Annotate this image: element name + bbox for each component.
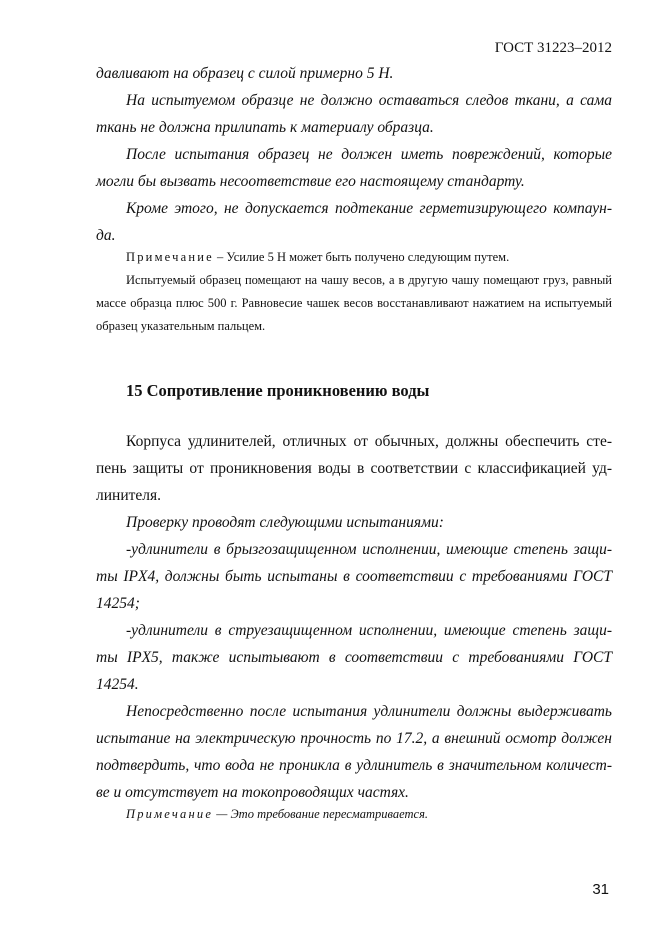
note-line [96,246,612,269]
page-number: 31 [592,881,609,898]
note-text: Усилие 5 Н может быть получено следующим путем. [226,250,510,264]
paragraph-no-damage: После испытания образец не должен иметь повреждений, которые могли бы вызвать несоответствие его настоящему стандарту. [96,146,612,190]
paragraph-no-leak: Кроме этого, не допускается подтекание герметизирующего компаун-да. [96,200,612,244]
paragraph-tests-intro: Проверку проводят следующими испытаниями: [126,514,444,531]
note-text: Это требование пересматривается. [230,807,429,821]
note-line-2 [96,803,612,826]
note-label: Примечание [126,807,214,821]
paragraph-intro: Корпуса удлинителей, отличных от обычных, должны обеспечить сте-пень защиты от проникновения воды в соответствии с классификацией уд-линителя. [96,433,612,504]
top-continuation [96,60,612,249]
list-item-ipx4: -удлинители в брызгозащищенном исполнении, имеющие степень защи-ты IPX4, должны быть испытаны в соответствии с требованиями ГОСТ 14254; [96,541,612,612]
section-15-body [96,428,612,806]
note-block-2 [96,803,612,826]
paragraph-continuation: давливают на образец с силой примерно 5 Н. [96,65,394,82]
note-label: Примечание [126,250,214,264]
note-body: Испытуемый образец помещают на чашу весов, а в другую чашу помещают груз, равный массе образца плюс 500 г. Равновесие чашек весов восстанавливают нажатием на испытуемый образец указательным пальцем. [96,273,612,333]
note-dash: – [217,250,224,264]
paragraph-no-traces: На испытуемом образце не должно оставаться следов ткани, а сама ткань не должна прилипать к материалу образца. [96,92,612,136]
note-block-1 [96,246,612,338]
paragraph-after-test: Непосредственно после испытания удлинители должны выдерживать испытание на электрическую прочность по 17.2, а внешний осмотр должен подтвердить, что вода не проникла в удлинитель в значительном количест-ве и отсутствует на токопроводящих частях. [96,703,612,801]
section-heading: 15 Сопротивление проникновению воды [126,381,430,400]
note-dash: — [216,807,228,821]
standard-designation: ГОСТ 31223–2012 [494,40,612,56]
list-item-ipx5: -удлинители в струезащищенном исполнении, имеющие степень защи-ты IPX5, также испытывают в соответствии с требованиями ГОСТ 14254. [96,622,612,693]
